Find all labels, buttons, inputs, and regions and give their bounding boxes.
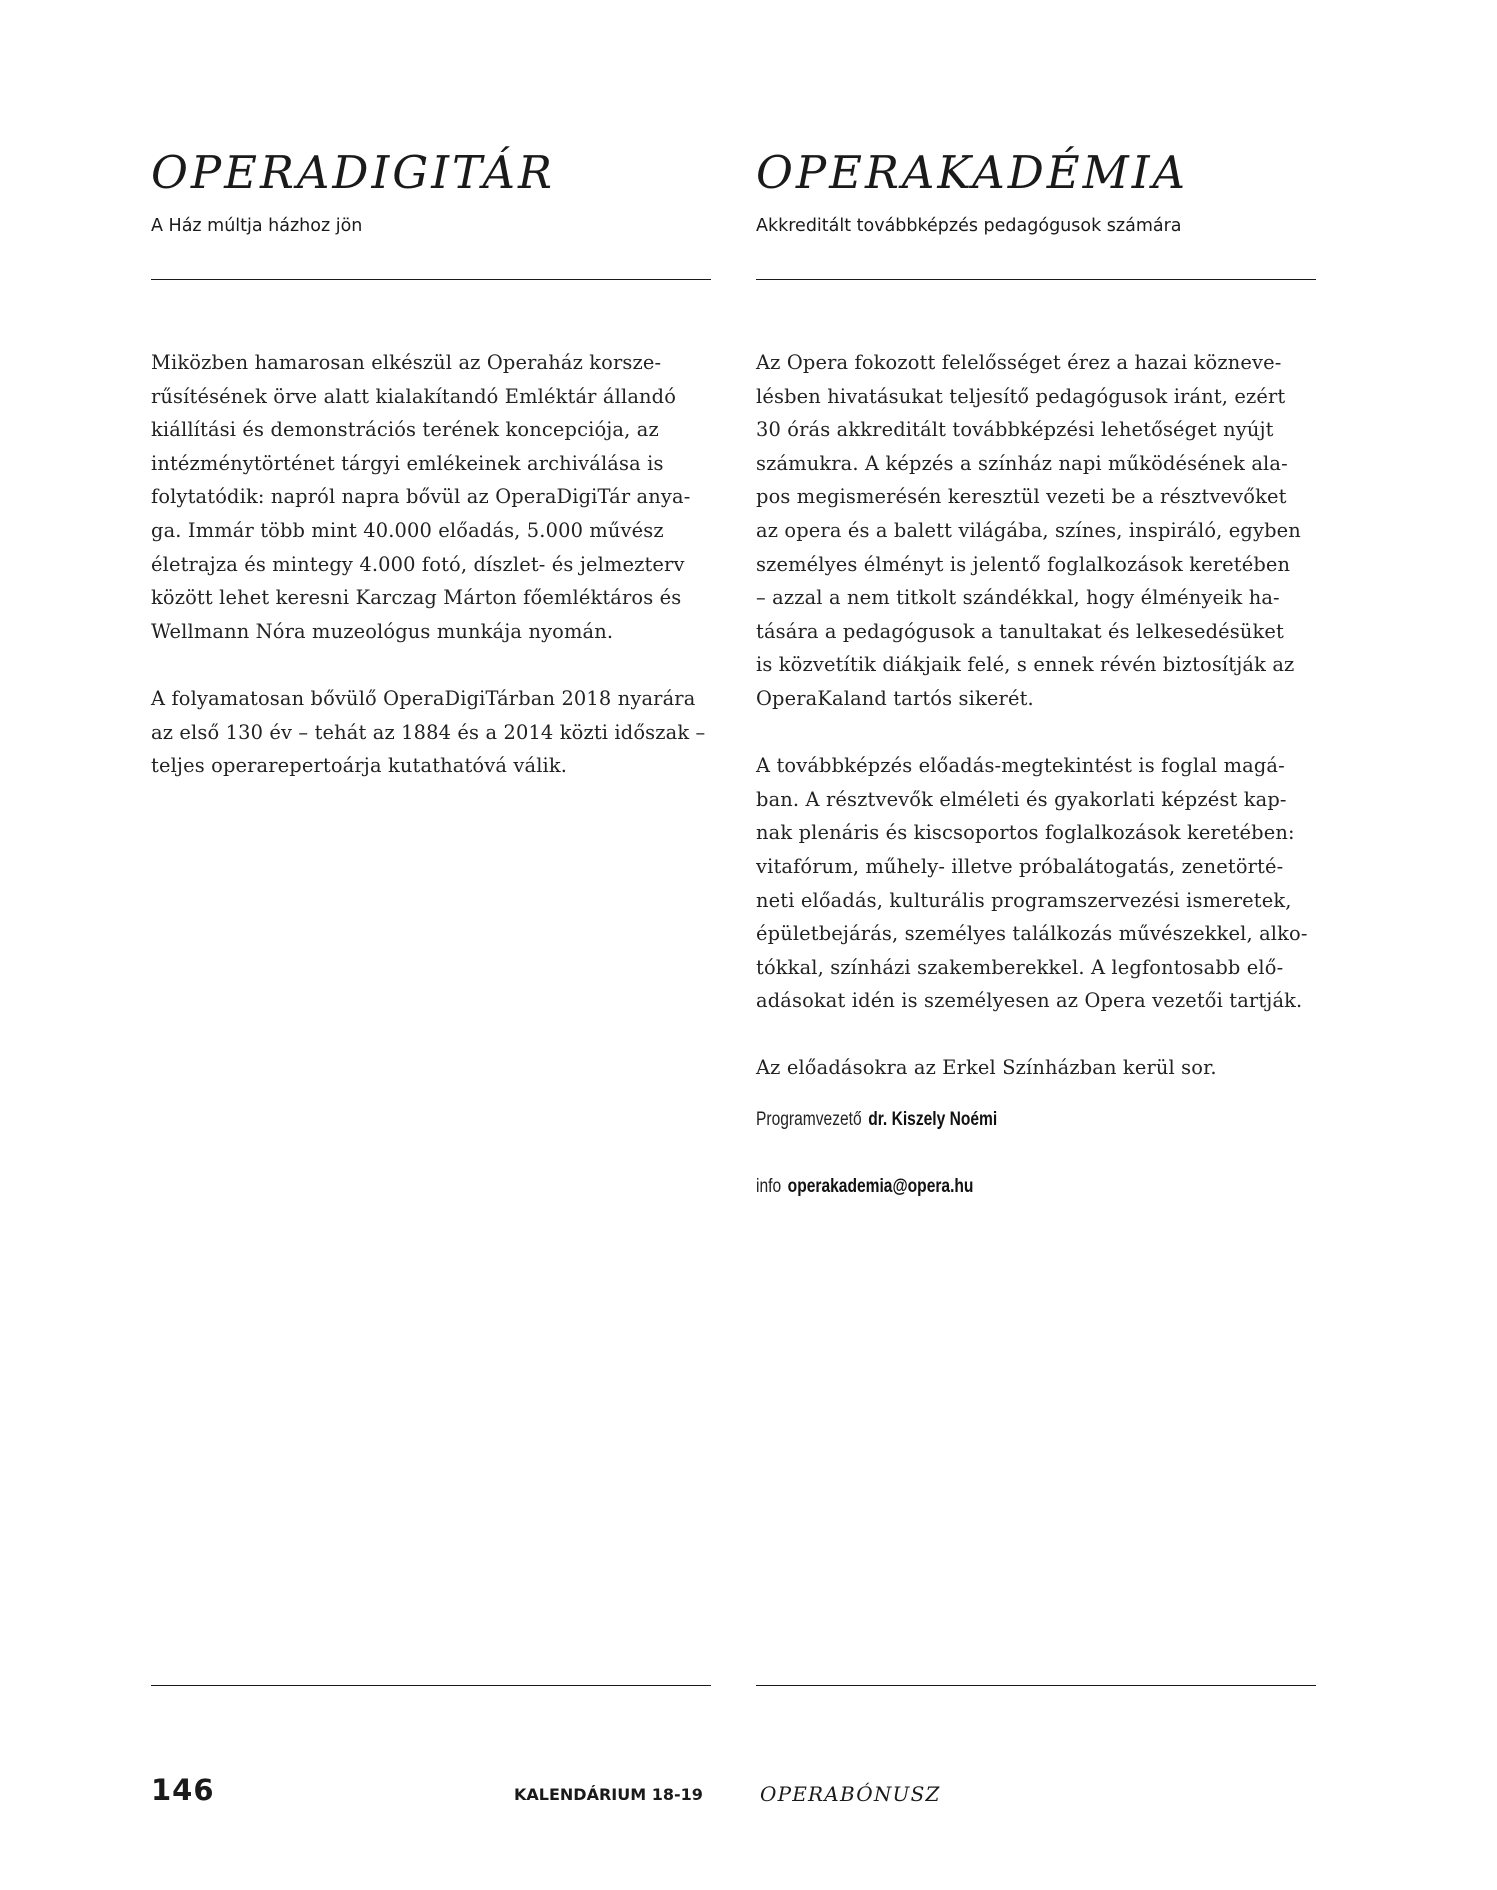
text-line: ga. Immár több mint 40.000 előadás, 5.000 művész (151, 518, 664, 542)
page-number: 146 (151, 1773, 215, 1807)
text-line: Az Opera fokozott felelősséget érez a hazai közneve- (756, 351, 1282, 374)
text-line: 30 órás akkreditált továbbképzési lehetőséget nyújt (756, 418, 1274, 442)
section-title: OPERADIGITÁR (151, 146, 555, 199)
text-line: vitafórum, műhely- illetve próbalátogatás, zenetörté- (756, 854, 1284, 878)
text-line: pos megismerésén keresztül vezeti be a résztvevőket (756, 485, 1287, 509)
contact-info-email (756, 1176, 973, 1199)
body-text (756, 346, 1316, 1119)
paragraph (756, 346, 1316, 716)
contact-email-link[interactable]: operakademia@opera.hu (787, 1176, 974, 1197)
text-line: ban. A résztvevők elméleti és gyakorlati képzést kap- (756, 787, 1287, 811)
text-line: Miközben hamarosan elkészül az Operaház korsze- (151, 351, 662, 374)
text-line: Az előadásokra az Erkel Színházban kerül sor. (756, 1056, 1217, 1080)
text-line: között lehet keresni Karczag Márton főemléktáros és (151, 586, 682, 610)
text-line: OperaKaland tartós sikerét. (756, 686, 1034, 710)
text-line: tókkal, színházi szakemberekkel. A legfontosabb elő- (756, 955, 1284, 979)
divider-bottom (151, 1685, 711, 1686)
text-line: személyes élményt is jelentő foglalkozások keretében (756, 552, 1291, 576)
section-subtitle: A Ház múltja házhoz jön (151, 216, 363, 236)
section-subtitle: Akkreditált továbbképzés pedagógusok számára (756, 216, 1182, 236)
text-line: neti előadás, kulturális programszervezési ismeretek, (756, 888, 1292, 912)
divider-top (756, 279, 1316, 280)
text-line: adásokat idén is személyesen az Opera vezetői tartják. (756, 989, 1303, 1013)
text-line: rűsítésének örve alatt kialakítandó Emléktár állandó (151, 384, 677, 408)
text-line: tására a pedagógusok a tanultakat és lelkesedésüket (756, 619, 1284, 643)
paragraph (151, 346, 711, 648)
text-line: A folyamatosan bővülő OperaDigiTárban 2018 nyarára (151, 686, 696, 710)
text-line: kiállítási és demonstrációs terének koncepciója, az (151, 418, 659, 442)
contact-label: info (756, 1176, 782, 1197)
section-title: OPERAKADÉMIA (756, 146, 1188, 199)
footer-calendar-label: KALENDÁRIUM 18-19 (514, 1785, 703, 1804)
divider-bottom (756, 1685, 1316, 1686)
contact-value: dr. Kiszely Noémi (868, 1109, 998, 1130)
text-line: számukra. A képzés a színház napi működésének ala- (756, 451, 1288, 475)
contact-program-director (756, 1109, 997, 1132)
contact-label: Programvezető (756, 1109, 862, 1130)
divider-top (151, 279, 711, 280)
text-line: – azzal a nem titkolt szándékkal, hogy élményeik ha- (756, 586, 1280, 610)
text-line: életrajza és mintegy 4.000 fotó, díszlet- és jelmezterv (151, 552, 685, 576)
text-line: épületbejárás, személyes találkozás művészekkel, alko- (756, 922, 1308, 946)
paragraph (756, 749, 1316, 1018)
text-line: az első 130 év – tehát az 1884 és a 2014 közti időszak – (151, 720, 706, 744)
text-line: az opera és a balett világába, színes, inspiráló, egyben (756, 518, 1301, 542)
text-line: intézménytörténet tárgyi emlékeinek archiválása is (151, 451, 664, 475)
text-line: is közvetítik diákjaik felé, s ennek révén biztosítják az (756, 653, 1295, 677)
text-line: teljes operarepertoárja kutathatóvá válik. (151, 754, 568, 778)
footer-section-label: OPERABÓNUSZ (760, 1782, 941, 1806)
text-line: folytatódik: napról napra bővül az OperaDigiTár anya- (151, 485, 691, 509)
text-line: A továbbképzés előadás-megtekintést is foglal magá- (756, 754, 1285, 778)
paragraph (151, 682, 711, 783)
paragraph (756, 1051, 1316, 1085)
text-line: Wellmann Nóra muzeológus munkája nyomán. (151, 619, 614, 643)
body-text (151, 346, 711, 816)
text-line: lésben hivatásukat teljesítő pedagógusok iránt, ezért (756, 384, 1286, 408)
text-line: nak plenáris és kiscsoportos foglalkozások keretében: (756, 821, 1295, 845)
